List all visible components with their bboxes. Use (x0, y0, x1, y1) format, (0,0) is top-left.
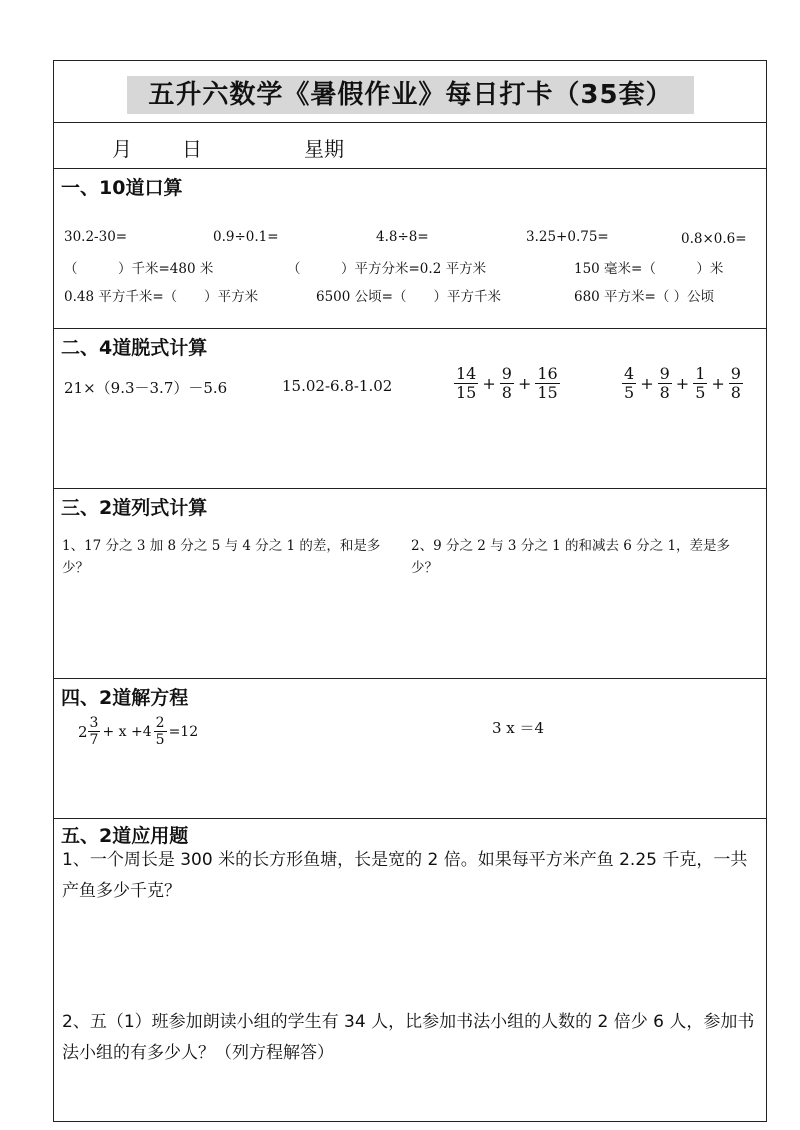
question: 2、9 分之 2 与 3 分之 1 的和减去 6 分之 1，差是多少？ (411, 538, 731, 576)
section-heading: 五、2道应用题 (61, 825, 189, 847)
equation-tail: =12 (168, 723, 199, 740)
day-label: 日 (182, 137, 202, 161)
expression: 15.02-6.8-1.02 (282, 377, 393, 395)
fraction: $\frac{9}{8}$ (659, 364, 670, 402)
operator: + (675, 374, 690, 393)
operator: + (640, 374, 654, 393)
mixed-number: $\frac{2}{5}$ (155, 715, 165, 748)
month-label: 月 (112, 137, 132, 161)
fraction-expression (454, 365, 560, 402)
problem: 30.2-30= (64, 229, 128, 245)
operator: + (482, 374, 496, 393)
worksheet (53, 60, 767, 1122)
section-step-calculation (54, 329, 766, 489)
fraction: $\frac{9}{8}$ (501, 364, 512, 402)
title-row (54, 61, 766, 123)
fraction: $\frac{9}{8}$ (730, 364, 741, 402)
expression: 21×（9.3－3.7）－5.6 (64, 379, 228, 397)
section-heading: 三、2道列式计算 (61, 497, 208, 519)
operator: + (517, 374, 532, 393)
problem: 680 平方米=（ ）公顷 (574, 289, 715, 305)
equation-mid: + x +4 (102, 723, 152, 740)
fraction: $\frac{14}{15}$ (456, 364, 477, 402)
section-mental-math (54, 169, 766, 329)
section-heading: 一、10道口算 (61, 177, 183, 199)
weekday-label: 星期 (304, 137, 344, 161)
section-application-problems (54, 819, 766, 1123)
page-title: 五升六数学《暑假作业》每日打卡（35套） (127, 76, 694, 114)
fraction: $\frac{1}{5}$ (695, 364, 706, 402)
application-question: 2、五（1）班参加朗读小组的学生有 34 人，比参加书法小组的人数的 2 倍少 6 人，参加书法小组的有多少人？（列方程解答） (62, 1012, 755, 1063)
fraction: $\frac{16}{15}$ (537, 364, 558, 402)
section-heading: 二、4道脱式计算 (61, 337, 208, 359)
date-row (54, 123, 766, 169)
problem: 6500 公顷=（ ）平方千米 (316, 289, 501, 305)
equation (78, 715, 198, 748)
problem: 0.8×0.6= (681, 231, 747, 247)
problem: 150 毫米=（ ）米 (574, 261, 724, 277)
section-word-calculation (54, 489, 766, 679)
question: 1、17 分之 3 加 8 分之 5 与 4 分之 1 的差，和是多少？ (62, 538, 381, 576)
fraction-expression (622, 365, 743, 402)
problem: 0.48 平方千米=（ ）平方米 (64, 289, 259, 305)
mixed-number: 2 $\frac{3}{7}$ (78, 715, 99, 748)
operator: + (711, 374, 725, 393)
application-question: 1、一个周长是 300 米的长方形鱼塘，长是宽的 2 倍。如果每平方米产鱼 2.25 千克，一共产鱼多少千克？ (62, 850, 748, 901)
problem: 0.9÷0.1= (213, 229, 279, 245)
section-heading: 四、2道解方程 (61, 687, 189, 709)
equation: 3 x ＝4 (492, 719, 545, 737)
problem: （ ）平方分米=0.2 平方米 (287, 261, 487, 277)
problem: 4.8÷8= (376, 229, 429, 245)
section-equations (54, 679, 766, 819)
problem: 3.25+0.75= (526, 229, 609, 245)
problem: （ ）千米=480 米 (64, 261, 214, 277)
fraction: $\frac{4}{5}$ (624, 364, 635, 402)
